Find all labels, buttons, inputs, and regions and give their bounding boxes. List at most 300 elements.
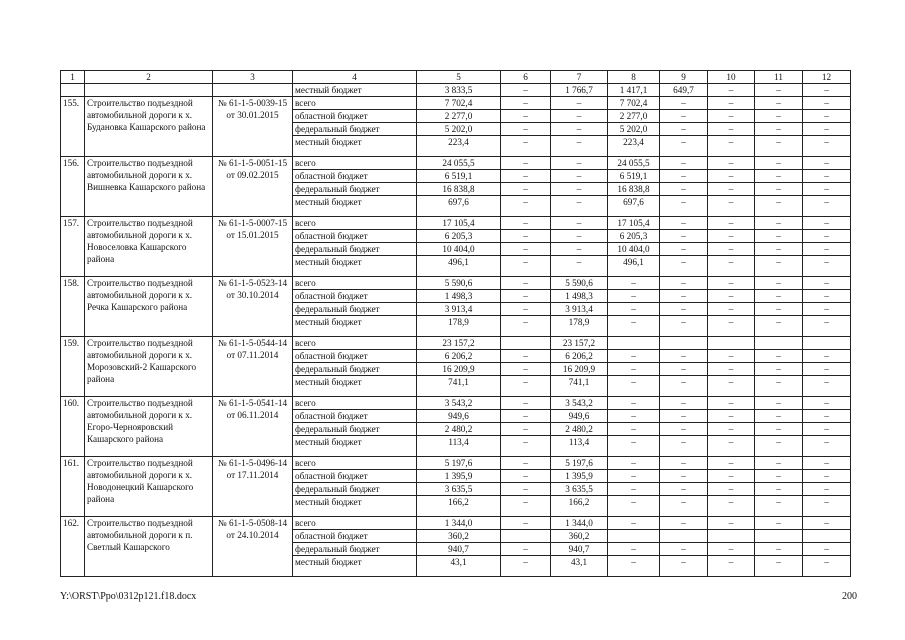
value-cell bbox=[803, 337, 851, 350]
value-cell: 1 498,3 bbox=[417, 290, 501, 303]
value-cell: – bbox=[803, 110, 851, 123]
value-cell: 2 480,2 bbox=[417, 423, 501, 436]
entry-number: 156. bbox=[61, 157, 85, 217]
document-reference: № 61-1-5-0007-15 от 15.01.2015 bbox=[213, 217, 293, 277]
value-cell: – bbox=[608, 277, 660, 290]
value-cell: – bbox=[608, 397, 660, 410]
value-cell: – bbox=[803, 470, 851, 483]
value-cell: 496,1 bbox=[417, 256, 501, 277]
value-cell: – bbox=[803, 543, 851, 556]
budget-source-cell: местный бюджет bbox=[293, 84, 417, 97]
value-cell: – bbox=[708, 303, 755, 316]
value-cell: – bbox=[501, 84, 551, 97]
table-row bbox=[61, 97, 851, 110]
table-row bbox=[61, 84, 851, 97]
value-cell: – bbox=[755, 84, 803, 97]
value-cell: – bbox=[708, 123, 755, 136]
document-reference: № 61-1-5-0496-14 от 17.11.2014 bbox=[213, 457, 293, 517]
value-cell: 940,7 bbox=[551, 543, 608, 556]
value-cell: – bbox=[755, 277, 803, 290]
value-cell: – bbox=[708, 496, 755, 517]
value-cell: – bbox=[660, 410, 708, 423]
budget-source-cell: всего bbox=[293, 397, 417, 410]
value-cell: 1 344,0 bbox=[417, 517, 501, 530]
value-cell: 166,2 bbox=[417, 496, 501, 517]
value-cell: 3 913,4 bbox=[417, 303, 501, 316]
value-cell: – bbox=[608, 436, 660, 457]
value-cell: – bbox=[501, 217, 551, 230]
value-cell: – bbox=[708, 170, 755, 183]
value-cell: 6 206,2 bbox=[417, 350, 501, 363]
value-cell: – bbox=[803, 196, 851, 217]
value-cell: 1 395,9 bbox=[551, 470, 608, 483]
value-cell: – bbox=[803, 303, 851, 316]
value-cell: – bbox=[803, 316, 851, 337]
value-cell: – bbox=[708, 316, 755, 337]
value-cell: – bbox=[660, 196, 708, 217]
value-cell: – bbox=[755, 350, 803, 363]
value-cell: – bbox=[755, 290, 803, 303]
value-cell: – bbox=[708, 110, 755, 123]
value-cell: – bbox=[501, 110, 551, 123]
budget-source-cell: федеральный бюджет bbox=[293, 363, 417, 376]
value-cell bbox=[501, 530, 551, 543]
value-cell: – bbox=[501, 483, 551, 496]
budget-source-cell: областной бюджет bbox=[293, 530, 417, 543]
value-cell: – bbox=[803, 350, 851, 363]
value-cell: – bbox=[608, 316, 660, 337]
column-number-header: 2 bbox=[85, 71, 213, 84]
budget-source-cell: местный бюджет bbox=[293, 136, 417, 157]
value-cell: 16 838,8 bbox=[608, 183, 660, 196]
value-cell: 2 277,0 bbox=[608, 110, 660, 123]
budget-source-cell: областной бюджет bbox=[293, 350, 417, 363]
value-cell: – bbox=[803, 457, 851, 470]
budget-source-cell: всего bbox=[293, 337, 417, 350]
value-cell: – bbox=[608, 423, 660, 436]
value-cell: 23 157,2 bbox=[417, 337, 501, 350]
value-cell: – bbox=[755, 470, 803, 483]
value-cell: – bbox=[708, 517, 755, 530]
value-cell: – bbox=[803, 277, 851, 290]
value-cell: – bbox=[660, 157, 708, 170]
value-cell: – bbox=[608, 376, 660, 397]
value-cell: – bbox=[708, 376, 755, 397]
value-cell: – bbox=[755, 410, 803, 423]
value-cell: – bbox=[708, 230, 755, 243]
value-cell bbox=[608, 337, 660, 350]
column-number-header: 7 bbox=[551, 71, 608, 84]
value-cell: – bbox=[608, 457, 660, 470]
value-cell: 3 833,5 bbox=[417, 84, 501, 97]
value-cell: – bbox=[608, 483, 660, 496]
value-cell: – bbox=[501, 543, 551, 556]
value-cell: – bbox=[501, 230, 551, 243]
value-cell: 1 498,3 bbox=[551, 290, 608, 303]
value-cell: 223,4 bbox=[417, 136, 501, 157]
value-cell: 360,2 bbox=[551, 530, 608, 543]
value-cell: 5 197,6 bbox=[417, 457, 501, 470]
value-cell: – bbox=[755, 303, 803, 316]
value-cell: – bbox=[755, 543, 803, 556]
value-cell: – bbox=[755, 397, 803, 410]
value-cell: – bbox=[660, 363, 708, 376]
value-cell: – bbox=[803, 436, 851, 457]
table-row bbox=[61, 397, 851, 410]
value-cell: – bbox=[803, 397, 851, 410]
value-cell bbox=[755, 337, 803, 350]
value-cell: – bbox=[660, 217, 708, 230]
value-cell: 43,1 bbox=[417, 556, 501, 577]
value-cell: – bbox=[708, 84, 755, 97]
value-cell: – bbox=[660, 457, 708, 470]
value-cell: – bbox=[660, 97, 708, 110]
value-cell: – bbox=[551, 230, 608, 243]
project-name: Строительство подъездной автомобильной дороги к х. Новодонецкий Кашарского района bbox=[85, 457, 213, 517]
value-cell: – bbox=[803, 290, 851, 303]
value-cell: – bbox=[551, 110, 608, 123]
value-cell: 24 055,5 bbox=[608, 157, 660, 170]
column-number-header: 1 bbox=[61, 71, 85, 84]
value-cell: 178,9 bbox=[551, 316, 608, 337]
value-cell: 5 590,6 bbox=[551, 277, 608, 290]
value-cell: 10 404,0 bbox=[608, 243, 660, 256]
value-cell: – bbox=[501, 196, 551, 217]
value-cell: 5 197,6 bbox=[551, 457, 608, 470]
value-cell: – bbox=[755, 256, 803, 277]
value-cell bbox=[755, 530, 803, 543]
value-cell: – bbox=[501, 457, 551, 470]
budget-source-cell: местный бюджет bbox=[293, 316, 417, 337]
budget-table bbox=[60, 70, 851, 577]
value-cell: – bbox=[660, 123, 708, 136]
value-cell: – bbox=[755, 243, 803, 256]
entry-number: 160. bbox=[61, 397, 85, 457]
value-cell: 178,9 bbox=[417, 316, 501, 337]
value-cell: – bbox=[803, 183, 851, 196]
entry-number: 159. bbox=[61, 337, 85, 397]
value-cell: 1 417,1 bbox=[608, 84, 660, 97]
value-cell: – bbox=[660, 303, 708, 316]
value-cell: – bbox=[608, 556, 660, 577]
value-cell: – bbox=[501, 470, 551, 483]
value-cell: 10 404,0 bbox=[417, 243, 501, 256]
value-cell: – bbox=[501, 303, 551, 316]
value-cell: – bbox=[755, 496, 803, 517]
budget-source-cell: областной бюджет bbox=[293, 410, 417, 423]
value-cell: 6 206,2 bbox=[551, 350, 608, 363]
value-cell: 949,6 bbox=[417, 410, 501, 423]
value-cell: – bbox=[501, 423, 551, 436]
value-cell: – bbox=[608, 290, 660, 303]
value-cell: – bbox=[803, 256, 851, 277]
value-cell: – bbox=[803, 170, 851, 183]
value-cell: – bbox=[755, 436, 803, 457]
value-cell: – bbox=[551, 97, 608, 110]
value-cell: – bbox=[755, 110, 803, 123]
document-reference: № 61-1-5-0039-15 от 30.01.2015 bbox=[213, 97, 293, 157]
value-cell: – bbox=[501, 363, 551, 376]
value-cell: 223,4 bbox=[608, 136, 660, 157]
value-cell: – bbox=[755, 217, 803, 230]
project-name: Строительство подъездной автомобильной дороги к х. Речка Кашарского района bbox=[85, 277, 213, 337]
value-cell: 24 055,5 bbox=[417, 157, 501, 170]
value-cell: – bbox=[551, 157, 608, 170]
budget-source-cell: федеральный бюджет bbox=[293, 303, 417, 316]
value-cell: – bbox=[660, 183, 708, 196]
value-cell: – bbox=[755, 363, 803, 376]
column-number-header: 6 bbox=[501, 71, 551, 84]
value-cell: – bbox=[660, 136, 708, 157]
value-cell: – bbox=[608, 303, 660, 316]
value-cell: 3 635,5 bbox=[551, 483, 608, 496]
value-cell: 697,6 bbox=[608, 196, 660, 217]
value-cell: – bbox=[708, 277, 755, 290]
value-cell: 17 105,4 bbox=[417, 217, 501, 230]
document-reference: № 61-1-5-0541-14 от 06.11.2014 bbox=[213, 397, 293, 457]
value-cell: 496,1 bbox=[608, 256, 660, 277]
entry-number: 157. bbox=[61, 217, 85, 277]
value-cell: – bbox=[608, 363, 660, 376]
value-cell: 6 205,3 bbox=[608, 230, 660, 243]
value-cell: – bbox=[708, 350, 755, 363]
value-cell: – bbox=[660, 277, 708, 290]
budget-source-cell: местный бюджет bbox=[293, 256, 417, 277]
value-cell: – bbox=[501, 170, 551, 183]
value-cell: – bbox=[803, 97, 851, 110]
budget-source-cell: областной бюджет bbox=[293, 470, 417, 483]
value-cell: 1 766,7 bbox=[551, 84, 608, 97]
value-cell: – bbox=[803, 556, 851, 577]
value-cell: – bbox=[501, 517, 551, 530]
value-cell: – bbox=[708, 470, 755, 483]
value-cell: 741,1 bbox=[551, 376, 608, 397]
document-reference: № 61-1-5-0523-14 от 30.10.2014 bbox=[213, 277, 293, 337]
value-cell: – bbox=[660, 376, 708, 397]
value-cell: – bbox=[551, 123, 608, 136]
value-cell: – bbox=[755, 423, 803, 436]
column-number-header: 9 bbox=[660, 71, 708, 84]
value-cell: – bbox=[755, 196, 803, 217]
document-reference: № 61-1-5-0508-14 от 24.10.2014 bbox=[213, 517, 293, 577]
budget-source-cell: всего bbox=[293, 277, 417, 290]
value-cell: – bbox=[660, 496, 708, 517]
value-cell: – bbox=[803, 84, 851, 97]
budget-source-cell: местный бюджет bbox=[293, 376, 417, 397]
value-cell: – bbox=[501, 316, 551, 337]
value-cell: – bbox=[660, 350, 708, 363]
value-cell: – bbox=[660, 436, 708, 457]
budget-source-cell: областной бюджет bbox=[293, 290, 417, 303]
value-cell: – bbox=[755, 517, 803, 530]
table-header-row bbox=[61, 71, 851, 84]
value-cell: – bbox=[803, 363, 851, 376]
value-cell: – bbox=[660, 230, 708, 243]
value-cell: 649,7 bbox=[660, 84, 708, 97]
budget-source-cell: федеральный бюджет bbox=[293, 243, 417, 256]
value-cell: – bbox=[660, 243, 708, 256]
value-cell: – bbox=[755, 316, 803, 337]
value-cell: – bbox=[708, 397, 755, 410]
value-cell: 16 209,9 bbox=[551, 363, 608, 376]
value-cell: – bbox=[501, 277, 551, 290]
value-cell: – bbox=[660, 397, 708, 410]
value-cell: – bbox=[551, 256, 608, 277]
empty-cell bbox=[61, 84, 85, 97]
value-cell: – bbox=[660, 543, 708, 556]
value-cell: – bbox=[501, 183, 551, 196]
value-cell: – bbox=[708, 556, 755, 577]
value-cell: – bbox=[660, 110, 708, 123]
value-cell: – bbox=[660, 256, 708, 277]
project-name: Строительство подъездной автомобильной дороги к х. Будановка Кашарского района bbox=[85, 97, 213, 157]
table-row bbox=[61, 157, 851, 170]
value-cell: – bbox=[608, 496, 660, 517]
value-cell: – bbox=[803, 517, 851, 530]
value-cell: – bbox=[551, 196, 608, 217]
value-cell: – bbox=[708, 290, 755, 303]
footer-file-path: Y:\ORST\Ppo\0312p121.f18.docx bbox=[60, 591, 197, 602]
empty-cell bbox=[213, 84, 293, 97]
value-cell: – bbox=[803, 483, 851, 496]
value-cell: 3 913,4 bbox=[551, 303, 608, 316]
budget-source-cell: областной бюджет bbox=[293, 230, 417, 243]
value-cell: 16 209,9 bbox=[417, 363, 501, 376]
value-cell bbox=[660, 530, 708, 543]
budget-source-cell: местный бюджет bbox=[293, 496, 417, 517]
value-cell: – bbox=[660, 470, 708, 483]
document-reference: № 61-1-5-0544-14 от 07.11.2014 bbox=[213, 337, 293, 397]
value-cell: 113,4 bbox=[551, 436, 608, 457]
project-name: Строительство подъездной автомобильной дороги к п. Светлый Кашарского bbox=[85, 517, 213, 577]
value-cell: – bbox=[608, 410, 660, 423]
value-cell: 2 480,2 bbox=[551, 423, 608, 436]
value-cell: – bbox=[501, 97, 551, 110]
value-cell bbox=[708, 337, 755, 350]
value-cell: – bbox=[803, 423, 851, 436]
value-cell: 16 838,8 bbox=[417, 183, 501, 196]
value-cell: – bbox=[501, 123, 551, 136]
value-cell: – bbox=[708, 436, 755, 457]
value-cell: 6 519,1 bbox=[417, 170, 501, 183]
value-cell: – bbox=[708, 363, 755, 376]
value-cell: – bbox=[755, 123, 803, 136]
value-cell: – bbox=[803, 496, 851, 517]
value-cell: – bbox=[501, 243, 551, 256]
empty-cell bbox=[85, 84, 213, 97]
budget-source-cell: федеральный бюджет bbox=[293, 123, 417, 136]
value-cell: – bbox=[803, 123, 851, 136]
value-cell: – bbox=[708, 217, 755, 230]
value-cell: – bbox=[501, 397, 551, 410]
project-name: Строительство подъездной автомобильной дороги к х. Вишневка Кашарского района bbox=[85, 157, 213, 217]
budget-source-cell: федеральный бюджет bbox=[293, 183, 417, 196]
value-cell: – bbox=[551, 170, 608, 183]
value-cell: – bbox=[551, 136, 608, 157]
entry-number: 161. bbox=[61, 457, 85, 517]
value-cell: – bbox=[660, 170, 708, 183]
table-row bbox=[61, 277, 851, 290]
budget-source-cell: всего bbox=[293, 517, 417, 530]
value-cell: 3 635,5 bbox=[417, 483, 501, 496]
value-cell: – bbox=[755, 170, 803, 183]
column-number-header: 8 bbox=[608, 71, 660, 84]
value-cell: – bbox=[708, 243, 755, 256]
value-cell: – bbox=[755, 483, 803, 496]
value-cell: – bbox=[501, 436, 551, 457]
value-cell: – bbox=[708, 543, 755, 556]
value-cell: – bbox=[608, 517, 660, 530]
budget-source-cell: федеральный бюджет bbox=[293, 543, 417, 556]
value-cell: 3 543,2 bbox=[417, 397, 501, 410]
entry-number: 158. bbox=[61, 277, 85, 337]
value-cell: – bbox=[755, 136, 803, 157]
value-cell: 741,1 bbox=[417, 376, 501, 397]
value-cell: – bbox=[501, 556, 551, 577]
value-cell: – bbox=[755, 97, 803, 110]
value-cell: – bbox=[755, 230, 803, 243]
value-cell: 23 157,2 bbox=[551, 337, 608, 350]
value-cell: – bbox=[708, 423, 755, 436]
value-cell: – bbox=[660, 316, 708, 337]
column-number-header: 11 bbox=[755, 71, 803, 84]
value-cell bbox=[708, 530, 755, 543]
value-cell: – bbox=[708, 457, 755, 470]
value-cell: 113,4 bbox=[417, 436, 501, 457]
entry-number: 155. bbox=[61, 97, 85, 157]
value-cell: 6 519,1 bbox=[608, 170, 660, 183]
column-number-header: 10 bbox=[708, 71, 755, 84]
budget-source-cell: местный бюджет bbox=[293, 436, 417, 457]
entry-number: 162. bbox=[61, 517, 85, 577]
value-cell: – bbox=[660, 423, 708, 436]
value-cell bbox=[660, 337, 708, 350]
value-cell: – bbox=[708, 136, 755, 157]
project-name: Строительство подъездной автомобильной дороги к х. Морозовский-2 Кашарского района bbox=[85, 337, 213, 397]
table-row bbox=[61, 517, 851, 530]
value-cell: 949,6 bbox=[551, 410, 608, 423]
table-row bbox=[61, 217, 851, 230]
value-cell: – bbox=[660, 483, 708, 496]
value-cell: 1 344,0 bbox=[551, 517, 608, 530]
table-row bbox=[61, 337, 851, 350]
column-number-header: 3 bbox=[213, 71, 293, 84]
budget-source-cell: всего bbox=[293, 457, 417, 470]
budget-source-cell: областной бюджет bbox=[293, 110, 417, 123]
value-cell: 166,2 bbox=[551, 496, 608, 517]
value-cell: 6 205,3 bbox=[417, 230, 501, 243]
value-cell: – bbox=[708, 410, 755, 423]
value-cell: 360,2 bbox=[417, 530, 501, 543]
table-row bbox=[61, 457, 851, 470]
value-cell bbox=[803, 530, 851, 543]
value-cell: – bbox=[708, 196, 755, 217]
budget-source-cell: всего bbox=[293, 217, 417, 230]
value-cell: 7 702,4 bbox=[417, 97, 501, 110]
value-cell: – bbox=[708, 183, 755, 196]
value-cell: 940,7 bbox=[417, 543, 501, 556]
budget-source-cell: всего bbox=[293, 157, 417, 170]
value-cell: – bbox=[660, 556, 708, 577]
value-cell: – bbox=[803, 410, 851, 423]
column-number-header: 5 bbox=[417, 71, 501, 84]
value-cell: – bbox=[803, 157, 851, 170]
project-name: Строительство подъездной автомобильной дороги к х. Новоселовка Кашарского района bbox=[85, 217, 213, 277]
value-cell: – bbox=[551, 183, 608, 196]
value-cell bbox=[501, 337, 551, 350]
value-cell: – bbox=[660, 517, 708, 530]
project-name: Строительство подъездной автомобильной дороги к х. Егоро-Чернояровский Кашарского района bbox=[85, 397, 213, 457]
